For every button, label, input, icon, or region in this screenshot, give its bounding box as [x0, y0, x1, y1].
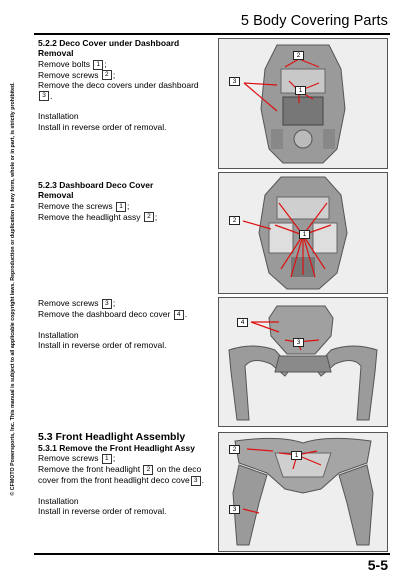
figure-front-headlight-assy — [218, 432, 388, 552]
installation-heading: Installation — [38, 329, 79, 340]
callout-label: 2 — [293, 51, 304, 60]
chapter-title: 5 Body Covering Parts — [240, 13, 388, 29]
callout-label: 4 — [237, 318, 248, 327]
step-text: Remove screws 2 ; — [38, 69, 116, 80]
ref-box: 4 — [174, 310, 184, 320]
ref-box: 2 — [143, 465, 153, 475]
ref-box: 1 — [93, 60, 103, 70]
step-text: Remove the headlight assy 2 ; — [38, 211, 158, 222]
callout-label: 3 — [229, 505, 240, 514]
step-text: cover from the front headlight deco cove 3 . — [38, 474, 205, 485]
section-title: 5.2.2 Deco Cover under Dashboard — [38, 38, 180, 48]
installation-heading: Installation — [38, 111, 79, 122]
copyright-notice — [6, 60, 20, 518]
ref-box: 2 — [102, 70, 112, 80]
installation-text: Install in reverse order of removal. — [38, 506, 167, 517]
figure-deco-cover-under-dashboard — [218, 38, 388, 169]
installation-text: Install in reverse order of removal. — [38, 121, 167, 132]
section-5-2-3 — [38, 180, 218, 222]
figure-illustration — [219, 433, 387, 551]
callout-label: 2 — [229, 445, 240, 454]
installation-heading: Installation — [38, 495, 79, 506]
header-divider — [34, 33, 390, 35]
figure-dashboard-deco-cover — [218, 172, 388, 294]
step-text: Remove screws 3 ; — [38, 298, 116, 308]
callout-label: 2 — [229, 216, 240, 225]
step-text: Remove the dashboard deco cover 4 . — [38, 308, 188, 319]
callout-label: 1 — [299, 230, 310, 239]
installation-text: Install in reverse order of removal. — [38, 339, 167, 350]
footer-divider — [34, 553, 390, 555]
callout-label: 1 — [295, 86, 306, 95]
ref-box: 3 — [191, 476, 201, 486]
step-text: Remove bolts 1 ; — [38, 58, 107, 69]
ref-box: 1 — [102, 454, 112, 464]
ref-box: 3 — [102, 299, 112, 309]
section-5-2-2 — [38, 38, 218, 132]
section-5-2-3-continued — [38, 298, 218, 350]
callout-label: 1 — [291, 451, 302, 460]
section-5-3 — [38, 431, 218, 516]
section-subtitle: Removal — [38, 190, 74, 201]
ref-box: 3 — [39, 91, 49, 101]
callout-label: 3 — [229, 77, 240, 86]
figure-dashboard-deco-cover-removal — [218, 297, 388, 427]
section-subtitle: 5.3.1 Remove the Front Headlight Assy — [38, 443, 195, 453]
ref-box: 2 — [144, 212, 154, 222]
section-subtitle: Removal — [38, 48, 74, 59]
ref-box: 1 — [116, 202, 126, 212]
section-title: 5.2.3 Dashboard Deco Cover — [38, 180, 154, 190]
step-text: Remove the front headlight 2 on the deco — [38, 464, 202, 475]
callout-label: 3 — [293, 338, 304, 347]
step-text: Remove screws 1 ; — [38, 453, 116, 464]
step-text: 3 . — [38, 91, 218, 102]
step-text: Remove the screws 1 ; — [38, 200, 130, 211]
section-title: 5.3 Front Headlight Assembly — [38, 431, 186, 443]
step-text: Remove the deco covers under dashboard — [38, 80, 199, 91]
page-number: 5-5 — [367, 557, 388, 573]
copyright-text: © CFMOTO Powersports, Inc. This manual is subject to all applicable copyright laws. Reproduction or duplication in any form, whole or in part, is strictly prohibited. — [10, 82, 16, 496]
